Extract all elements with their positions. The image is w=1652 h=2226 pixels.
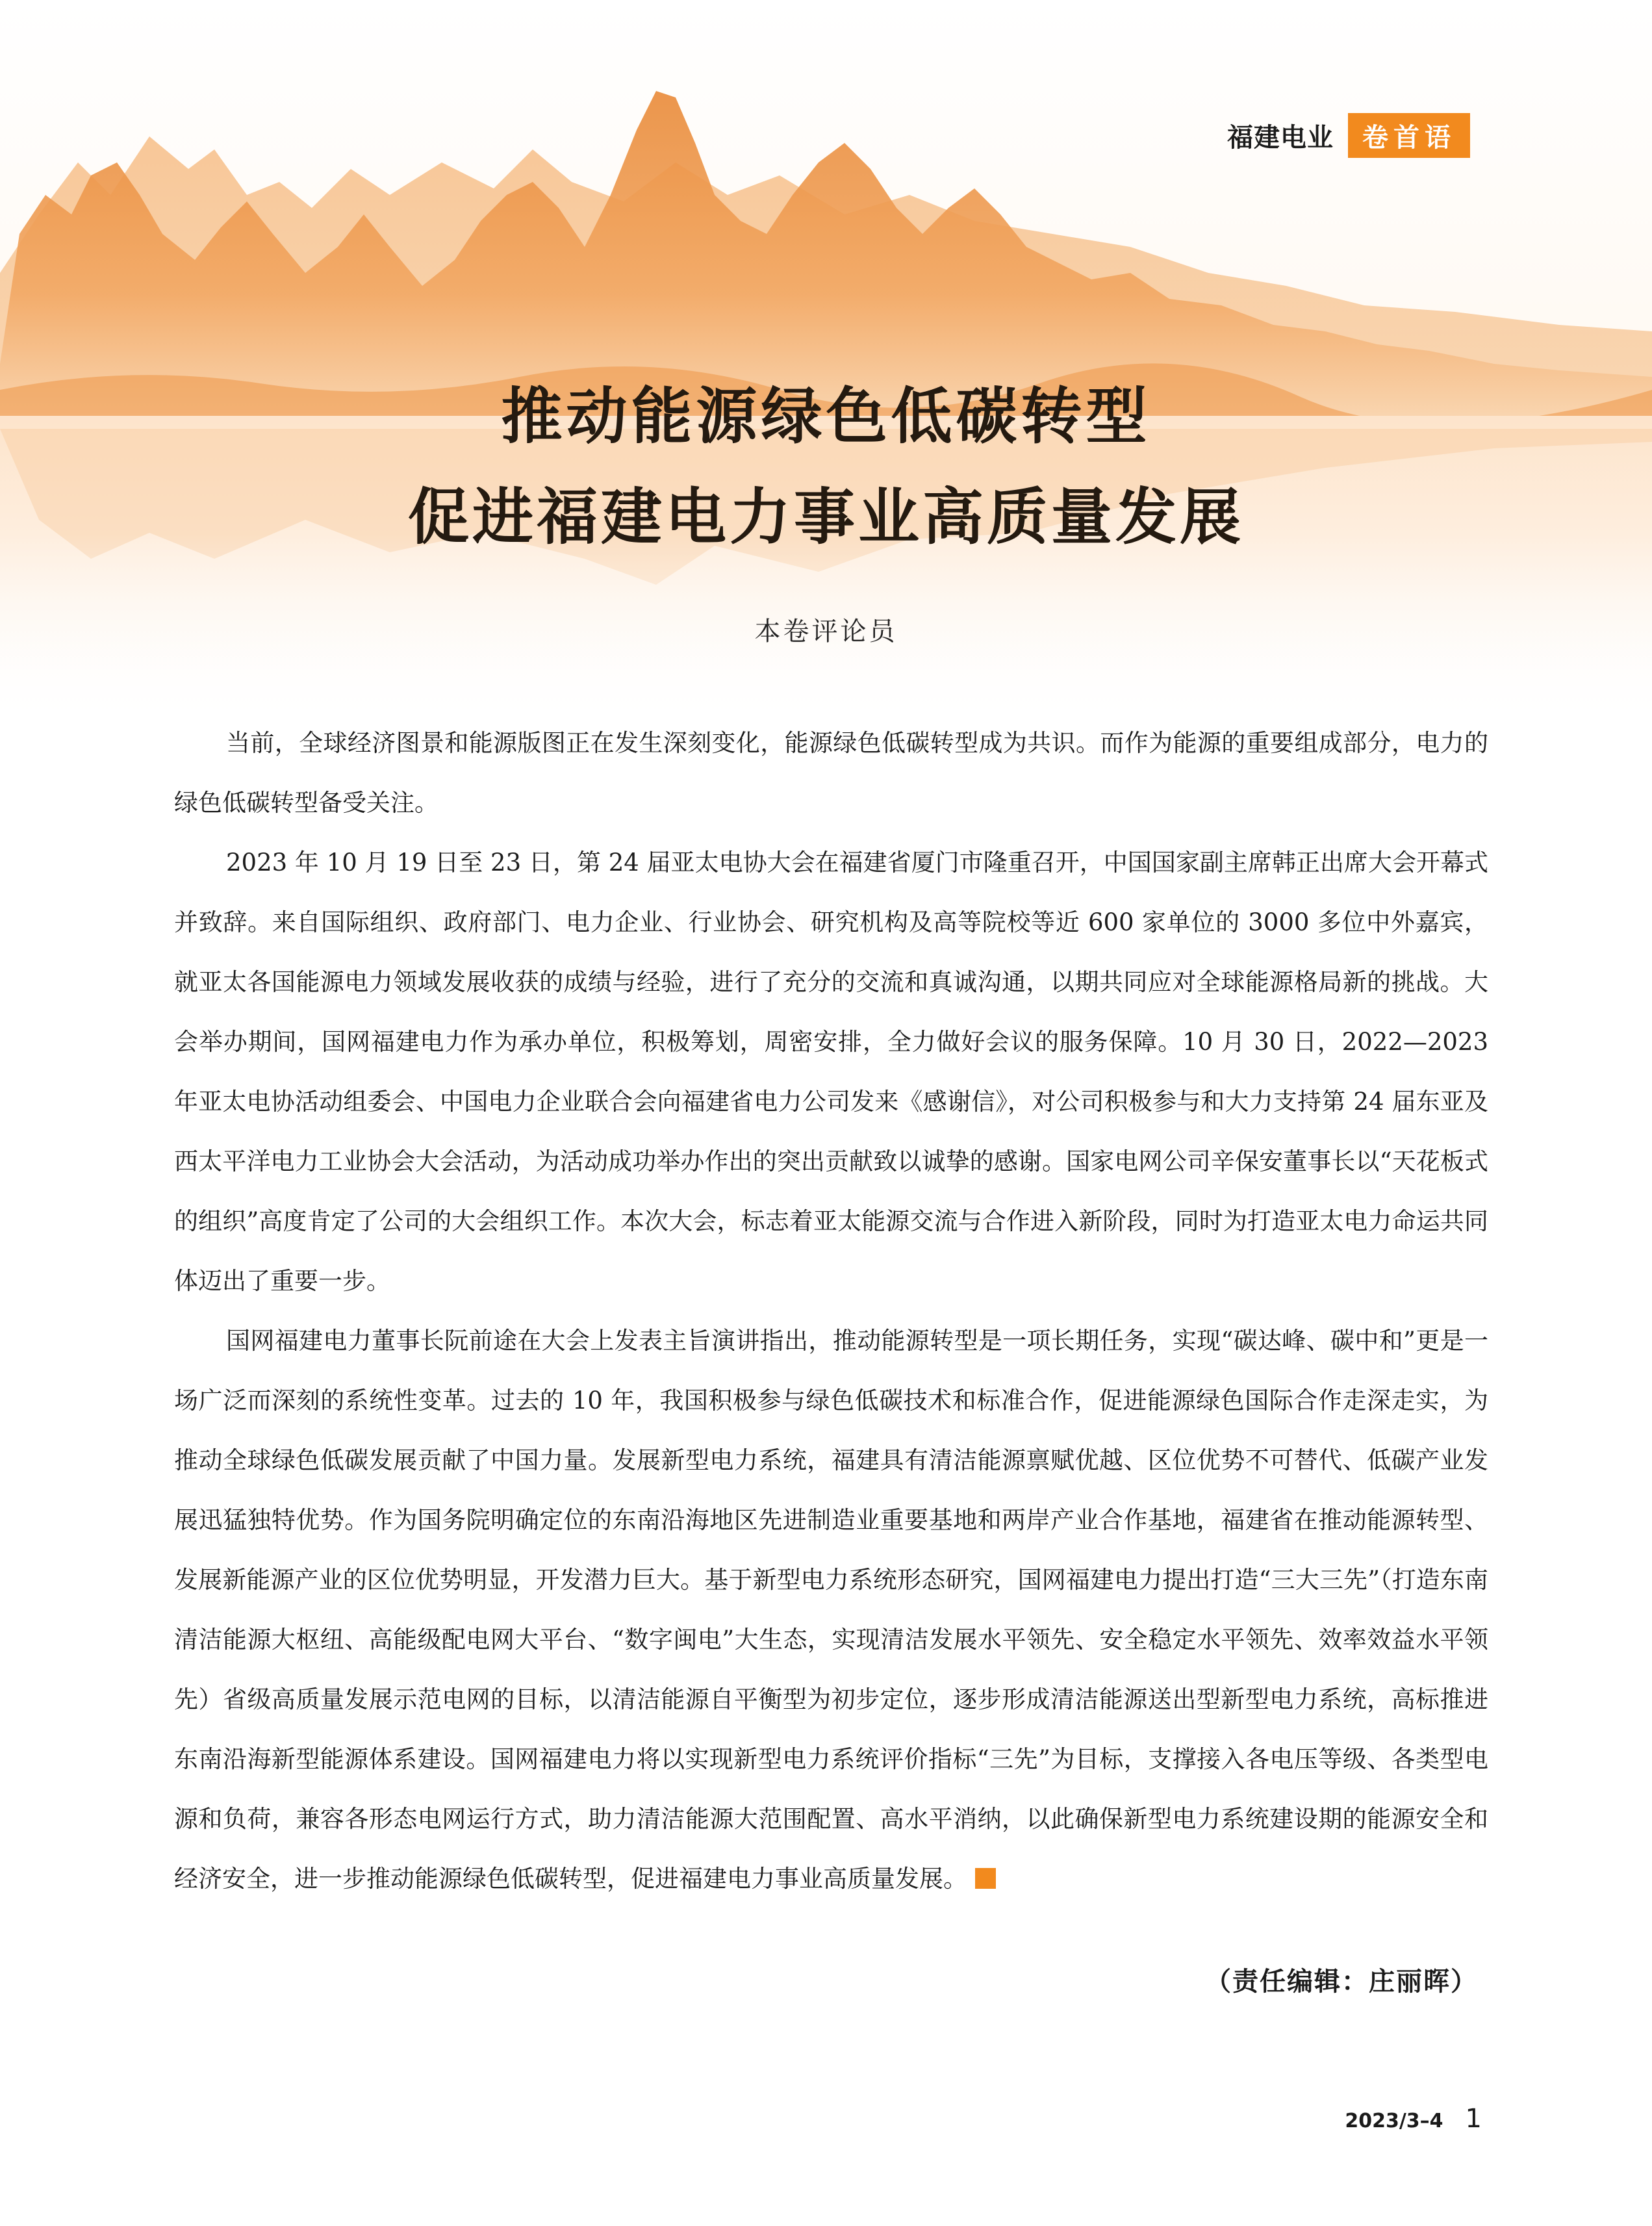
paragraph-2: 2023 年 10 月 19 日至 23 日，第 24 届亚太电协大会在福建省厦门市隆重召开，中国国家副主席韩正出席大会开幕式并致辞。来自国际组织、政府部门、电力企业、行业协会、研究机构及高等院校等近 600 家单位的 3000 多位中外嘉宾，就亚太各国能源电力领域发展收获的成绩与经验，进行了充分的交流和真诚沟通，以期共同应对全球能源格局新的挑战。大会举办期间，国网福建电力作为承办单位，积极筹划，周密安排，全力做好会议的服务保障。10 月 30 日，2022—2023 年亚太电协活动组委会、中国电力企业联合会向福建省电力公司发来《感谢信》，对公司积极参与和大力支持第 24 届东亚及西太平洋电力工业协会大会活动，为活动成功举办作出的突出贡献致以诚挚的感谢。国家电网公司辛保安董事长以“天花板式的组织”高度肯定了公司的大会组织工作。本次大会，标志着亚太能源交流与合作进入新阶段，同时为打造亚太电力命运共同体迈出了重要一步。 — [174, 849, 1488, 1295]
article-body — [174, 713, 1488, 1909]
paragraph-3 — [174, 1311, 1488, 1909]
editor-note: （责任编辑：庄丽晖） — [1205, 1967, 1478, 1997]
section-tag — [1227, 113, 1470, 158]
end-mark-icon — [975, 1868, 996, 1889]
journal-name: 福建电业 — [1227, 123, 1334, 153]
article-title-line-1: 推动能源绿色低碳转型 — [501, 381, 1151, 452]
page-number: 1 — [1465, 2104, 1482, 2134]
issue-number: 2023/3–4 — [1345, 2110, 1443, 2132]
column-badge: 卷首语 — [1348, 113, 1470, 158]
article-title-line-2: 促进福建电力事业高质量发展 — [407, 481, 1244, 553]
paragraph-1: 当前，全球经济图景和能源版图正在发生深刻变化，能源绿色低碳转型成为共识。而作为能源的重要组成部分，电力的绿色低碳转型备受关注。 — [174, 729, 1488, 817]
paragraph-3-text: 国网福建电力董事长阮前途在大会上发表主旨演讲指出，推动能源转型是一项长期任务，实现“碳达峰、碳中和”更是一场广泛而深刻的系统性变革。过去的 10 年，我国积极参与绿色低碳技术和标准合作，促进能源绿色国际合作走深走实，为推动全球绿色低碳发展贡献了中国力量。发展新型电力系统，福建具有清洁能源禀赋优越、区位优势不可替代、低碳产业发展迅猛独特优势。作为国务院明确定位的东南沿海地区先进制造业重要基地和两岸产业合作基地，福建省在推动能源转型、发展新能源产业的区位优势明显，开发潜力巨大。基于新型电力系统形态研究，国网福建电力提出打造“三大三先”（打造东南清洁能源大枢纽、高能级配电网大平台、“数字闽电”大生态，实现清洁发展水平领先、安全稳定水平领先、效率效益水平领先）省级高质量发展示范电网的目标，以清洁能源自平衡型为初步定位，逐步形成清洁能源送出型新型电力系统，高标推进东南沿海新型能源体系建设。国网福建电力将以实现新型电力系统评价指标“三先”为目标，支撑接入各电压等级、各类型电源和负荷，兼容各形态电网运行方式，助力清洁能源大范围配置、高水平消纳，以此确保新型电力系统建设期的能源安全和经济安全，进一步推动能源绿色低碳转型，促进福建电力事业高质量发展。 — [174, 1327, 1488, 1893]
byline: 本卷评论员 — [754, 617, 898, 646]
page-footer — [1345, 2104, 1482, 2134]
